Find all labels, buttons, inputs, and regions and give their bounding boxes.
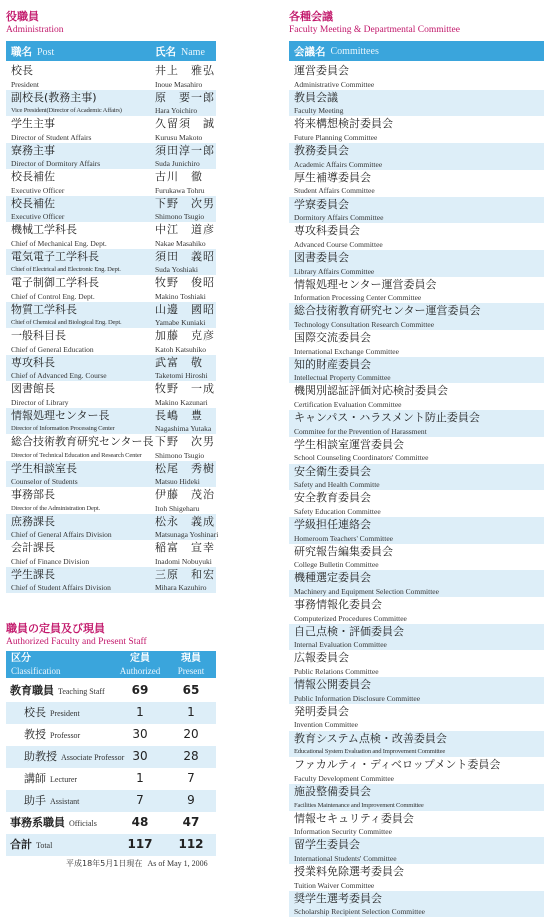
committee-row xyxy=(289,811,544,838)
committee-name-en: Technology Consultation Research Committee xyxy=(294,319,435,329)
classification-jp: 教授 xyxy=(24,728,46,741)
classification-jp: 事務系職員 xyxy=(10,816,65,829)
present-count: 7 xyxy=(187,771,195,785)
admin-row xyxy=(6,328,216,355)
admin-row xyxy=(6,90,216,117)
committee-name: 情報処理センター運営委員会 xyxy=(294,277,437,291)
admin-title: 役職員 xyxy=(6,10,39,23)
person-name: 三原 和宏 xyxy=(155,567,215,581)
committee-name-en: Internal Evaluation Committee xyxy=(294,640,387,650)
post-name-en: Executive Officer xyxy=(11,185,65,195)
post-name-en: Chief of General Education xyxy=(11,344,94,354)
committee-name-en: Safety and Health Committe xyxy=(294,480,380,490)
committee-name: 将来構想検討委員会 xyxy=(294,117,393,131)
post-name-en: Chief of Advanced Eng. Course xyxy=(11,371,107,380)
classification-jp: 校長 xyxy=(24,706,46,719)
committee-row xyxy=(289,864,544,891)
committee-name: 学生相談室運営委員会 xyxy=(294,437,404,451)
staff-classification xyxy=(10,838,52,852)
committee-name-en: International Students' Committee xyxy=(294,853,397,863)
staff-classification xyxy=(24,728,80,742)
committee-name-en: Library Affairs Committee xyxy=(294,266,375,276)
committee-name-en: College Bulletin Committee xyxy=(294,560,379,570)
classification-en: Assistant xyxy=(50,797,80,806)
person-name-en: Hara Yoichiro xyxy=(155,106,198,115)
committee-name: 教育システム点検・改善委員会 xyxy=(294,731,447,745)
committee-row xyxy=(289,517,544,544)
admin-row xyxy=(6,249,216,276)
committee-name: キャンパス・ハラスメント防止委員会 xyxy=(294,411,480,425)
person-name-en: Makino Kazunari xyxy=(155,397,208,407)
staff-row xyxy=(6,702,216,724)
staff-row xyxy=(6,768,216,790)
authorized-count: 1 xyxy=(136,705,144,719)
post-name: 図書館長 xyxy=(11,382,55,395)
post-name: 情報処理センター長 xyxy=(11,408,110,422)
committee-name-en: Public Information Disclosure Committee xyxy=(294,693,421,703)
admin-row xyxy=(6,461,216,488)
committee-row xyxy=(289,837,544,864)
post-header-en: Post xyxy=(37,46,55,58)
committee-name: 情報公開委員会 xyxy=(294,678,371,692)
post-name-en: Chief of Mechanical Eng. Dept. xyxy=(11,238,107,248)
committee-name: ファカルティ・ディベロップメント委員会 xyxy=(294,758,501,772)
committee-name-en: Commitee for the Prevention of Harassment xyxy=(294,426,427,436)
post-name: 校長 xyxy=(11,64,33,77)
post-name: 副校長(教務主事) xyxy=(11,90,97,104)
post-name: 会計課長 xyxy=(11,541,55,554)
person-name-en: Furukawa Tohru xyxy=(155,185,205,195)
committee-row xyxy=(289,383,544,410)
authorized-count: 1 xyxy=(136,771,144,785)
post-name: 総合技術教育研究センター長 xyxy=(11,435,154,448)
person-name-en: Shimono Tsugio xyxy=(155,450,205,460)
committee-name-en: Safety Education Committee xyxy=(294,506,381,516)
present-count: 112 xyxy=(178,837,204,851)
authorized-count: 30 xyxy=(132,727,148,741)
admin-row xyxy=(6,514,219,541)
committee-row xyxy=(289,490,544,517)
admin-row xyxy=(6,487,216,514)
committee-name-en: Faculty Development Committee xyxy=(294,773,394,783)
present-header-en: Present xyxy=(177,666,205,676)
name-header-en: Name xyxy=(181,46,205,58)
staff-classification xyxy=(10,816,97,830)
committee-name-en: Facilities Maintenance and Improvement Committee xyxy=(294,801,424,809)
committee-name: 事務情報化委員会 xyxy=(294,598,382,611)
post-name-en: Chief of Electrical and Electronic Eng. Dept. xyxy=(11,266,121,273)
committee-name: 広報委員会 xyxy=(294,651,349,665)
staff-classification xyxy=(24,794,79,808)
committee-row xyxy=(289,570,544,597)
post-name-en: Chief of Student Affairs Division xyxy=(11,583,111,592)
admin-row xyxy=(6,567,216,594)
person-name-en: Makino Toshiaki xyxy=(155,291,206,301)
admin-header xyxy=(6,41,216,61)
committee-name-en: Dormitory Affairs Committee xyxy=(294,213,384,223)
committee-name: 研究報告編集委員会 xyxy=(294,544,393,558)
committee-row xyxy=(289,677,544,704)
authorized-count: 30 xyxy=(132,749,148,763)
person-name: 松尾 秀樹 xyxy=(155,461,215,475)
admin-row xyxy=(6,63,216,90)
staff-row xyxy=(6,834,216,856)
post-name: 学生主事 xyxy=(11,117,55,130)
classification-en: Officials xyxy=(69,819,97,828)
admin-row xyxy=(6,143,216,170)
committee-name-en: Information Processing Center Committee xyxy=(294,293,422,303)
person-name: 牧野 一成 xyxy=(155,382,215,395)
person-name: 古川 徹 xyxy=(155,170,203,183)
committee-name: 図書委員会 xyxy=(294,250,349,264)
staff-classification xyxy=(24,750,124,764)
admin-row xyxy=(6,381,216,408)
committee-row xyxy=(289,410,544,437)
staff-row xyxy=(6,746,216,768)
committee-name: 総合技術教育研究センター運営委員会 xyxy=(294,304,481,318)
admin-row xyxy=(6,540,216,567)
committee-name-en: Student Affairs Committee xyxy=(294,186,375,196)
committee-name: 知的財産委員会 xyxy=(294,357,371,371)
committee-name-en: Future Planning Committee xyxy=(294,133,378,143)
committee-name: 教員会議 xyxy=(294,90,338,104)
classification-en: Teaching Staff xyxy=(58,687,105,696)
person-name: 中江 道彦 xyxy=(155,223,215,236)
person-name: 伊藤 茂治 xyxy=(155,488,215,501)
staff-subtitle: Authorized Faculty and Present Staff xyxy=(6,637,147,647)
committee-name-en: Faculty Meeting xyxy=(294,106,344,116)
classification-jp: 講師 xyxy=(24,772,46,785)
classification-en: President xyxy=(50,709,80,718)
post-name-en: Chief of Control Eng. Dept. xyxy=(11,291,95,301)
person-name: 武富 敬 xyxy=(155,355,203,369)
person-name-en: Suda Yoshiaki xyxy=(155,265,198,274)
person-name: 須田 義昭 xyxy=(155,249,215,263)
staff-row xyxy=(6,724,216,746)
staff-row xyxy=(6,790,216,812)
person-name: 牧野 俊昭 xyxy=(155,276,215,289)
committee-row xyxy=(289,624,544,651)
present-count: 47 xyxy=(182,815,200,829)
present-count: 65 xyxy=(182,683,200,697)
admin-row xyxy=(6,434,216,461)
committee-row xyxy=(289,116,544,143)
committee-name: 授業料免除選考委員会 xyxy=(294,865,404,878)
committees-subtitle: Faculty Meeting & Departmental Committee xyxy=(289,25,460,35)
authorized-header: 定員 xyxy=(130,653,150,664)
committee-name: 学寮委員会 xyxy=(294,197,349,211)
committee-row xyxy=(289,757,544,784)
person-name-en: Mihara Kazuhiro xyxy=(155,583,207,592)
admin-row xyxy=(6,222,216,249)
committee-name-en: Invention Committee xyxy=(294,720,358,730)
person-name: 松永 義成 xyxy=(155,514,215,528)
admin-row xyxy=(6,355,216,382)
authorized-count: 69 xyxy=(131,683,149,697)
present-count: 20 xyxy=(183,727,199,741)
person-name: 久留須 誠 xyxy=(155,117,215,130)
committee-header-en: Committees xyxy=(330,45,379,57)
class-header: 区分 xyxy=(11,653,31,664)
committee-row xyxy=(289,784,544,811)
person-name-en: Yamabe Kuniaki xyxy=(155,318,206,327)
staff-row xyxy=(6,680,216,702)
post-name-en: Director of the Administration Dept. xyxy=(11,504,100,512)
present-count: 9 xyxy=(187,793,195,807)
committees-header xyxy=(289,41,544,61)
person-name: 加藤 克彦 xyxy=(155,329,215,342)
staff-row xyxy=(6,812,216,834)
person-name-en: Katoh Katsuhiko xyxy=(155,344,207,354)
committee-row xyxy=(289,891,544,918)
classification-jp: 教育職員 xyxy=(10,684,54,697)
committee-row xyxy=(289,357,544,384)
post-name-en: Chief of Chemical and Biological Eng. Dept. xyxy=(11,319,122,326)
admin-subtitle: Administration xyxy=(6,25,64,35)
committee-name: 発明委員会 xyxy=(294,704,349,718)
person-name-en: Taketomi Hiroshi xyxy=(155,371,208,380)
classification-jp: 助手 xyxy=(24,794,46,807)
committee-name: 安全教育委員会 xyxy=(294,491,371,505)
committee-name-en: Computerized Procedures Committee xyxy=(294,613,407,623)
committee-name: 厚生補導委員会 xyxy=(294,170,371,184)
post-name-en: Executive Officer xyxy=(11,212,65,221)
committee-name-en: Public Relations Committee xyxy=(294,667,379,677)
post-header: 職名 xyxy=(11,45,32,58)
committee-name: 国際交流委員会 xyxy=(294,331,371,344)
committees-title: 各種会議 xyxy=(289,10,333,23)
authorized-count: 7 xyxy=(136,793,144,807)
present-count: 28 xyxy=(183,749,199,763)
post-name-en: Chief of Finance Division xyxy=(11,556,90,566)
person-name: 下野 次男 xyxy=(155,196,215,210)
post-name: 物質工学科長 xyxy=(11,302,77,316)
person-name-en: Kurusu Makoto xyxy=(155,132,203,142)
committee-row xyxy=(289,143,544,170)
committee-name: 情報セキュリティ委員会 xyxy=(294,811,414,825)
committee-row xyxy=(289,250,544,277)
present-count: 1 xyxy=(187,705,195,719)
admin-row xyxy=(6,302,216,329)
committee-row xyxy=(289,170,544,197)
committee-row xyxy=(289,223,544,250)
committee-row xyxy=(289,437,544,464)
admin-row xyxy=(6,275,216,302)
person-name-en: Matsuo Hideki xyxy=(155,477,200,486)
committee-name-en: International Exchange Committee xyxy=(294,346,399,356)
person-name: 原 要一郎 xyxy=(155,90,215,104)
authorized-count: 48 xyxy=(131,815,149,829)
post-name: 事務部長 xyxy=(11,488,55,501)
committee-name: 運営委員会 xyxy=(294,64,349,77)
classification-jp: 合計 xyxy=(10,838,32,851)
committee-row xyxy=(289,650,544,677)
staff-header xyxy=(6,651,216,678)
post-name: 電気電子工学科長 xyxy=(11,249,99,263)
committee-name-en: Certification Evaluation Committee xyxy=(294,400,402,410)
person-name-en: Nakae Masahiko xyxy=(155,238,206,248)
committee-row xyxy=(289,330,544,357)
post-name: 電子制御工学科長 xyxy=(11,276,99,289)
committee-name-en: Homeroom Teachers' Committee xyxy=(294,533,393,543)
as-of-note xyxy=(66,859,208,869)
post-name-en: President xyxy=(11,79,39,89)
committee-name-en: Scholarship Recipient Selection Committee xyxy=(294,907,426,917)
committee-name-en: Intellectual Property Committee xyxy=(294,373,391,383)
committee-row xyxy=(289,197,544,224)
post-name: 一般科目長 xyxy=(11,329,66,342)
staff-classification xyxy=(10,684,105,698)
post-name-en: Chief of General Affairs Division xyxy=(11,530,112,539)
post-name-en: Director of Dormitory Affairs xyxy=(11,159,101,168)
admin-row xyxy=(6,169,216,196)
committee-name: 安全衛生委員会 xyxy=(294,464,371,478)
post-name: 寮務主事 xyxy=(11,143,55,157)
committee-row xyxy=(289,597,544,624)
person-name: 山邊 國昭 xyxy=(155,302,215,316)
staff-classification xyxy=(24,706,80,720)
classification-en: Associate Professor xyxy=(61,753,125,762)
person-name: 下野 次男 xyxy=(155,435,215,448)
committee-row xyxy=(289,731,544,758)
post-name: 校長補佐 xyxy=(11,170,55,183)
classification-en: Professor xyxy=(50,731,81,740)
staff-classification xyxy=(24,772,77,786)
person-name-en: Itoh Shigeharu xyxy=(155,503,200,513)
committee-row xyxy=(289,704,544,731)
committee-name: 専攻科委員会 xyxy=(294,224,360,238)
classification-jp: 助教授 xyxy=(24,750,57,763)
committee-row xyxy=(289,63,544,90)
post-name: 専攻科長 xyxy=(11,355,55,369)
committee-row xyxy=(289,303,544,330)
authorized-count: 117 xyxy=(127,837,153,851)
person-name-en: Inadomi Nobuyuki xyxy=(155,556,212,566)
name-header: 氏名 xyxy=(155,45,176,58)
committee-name: 機関別認証評価対応検討委員会 xyxy=(294,384,448,398)
post-name-en: Director of Technical Education and Research Center xyxy=(11,451,142,459)
committee-row xyxy=(289,90,544,117)
committee-name-en: Machinery and Equipment Selection Committee xyxy=(294,586,439,596)
authorized-header-en: Authorized xyxy=(119,666,161,676)
committee-header: 会議名 xyxy=(294,45,326,58)
committee-name: 留学生委員会 xyxy=(294,838,360,852)
committee-name-en: Tuition Waiver Committee xyxy=(294,880,375,890)
committee-row xyxy=(289,277,544,304)
admin-row xyxy=(6,196,216,223)
present-header: 現員 xyxy=(181,653,201,664)
person-name-en: Suda Junichiro xyxy=(155,159,200,168)
committee-row xyxy=(289,464,544,491)
post-name-en: Director of Student Affairs xyxy=(11,132,92,142)
person-name: 稲富 宣幸 xyxy=(155,541,215,554)
staff-title: 職員の定員及び現員 xyxy=(6,622,105,635)
person-name-en: Matsunaga Yoshinari xyxy=(155,530,219,539)
committee-name: 奨学生選考委員会 xyxy=(294,891,382,905)
classification-en: Lecturer xyxy=(50,775,78,784)
person-name: 井上 雅弘 xyxy=(155,64,215,77)
as-of-note-jp: 平成18年5月1日現在 xyxy=(66,859,143,868)
committee-name: 自己点検・評価委員会 xyxy=(294,624,404,638)
committee-name-en: Educational System Evaluation and Improvement Committee xyxy=(294,748,446,756)
committee-name: 施設整備委員会 xyxy=(294,784,371,798)
person-name: 長嶋 豊 xyxy=(155,408,203,422)
committee-name: 機種選定委員会 xyxy=(294,571,371,585)
post-name: 機械工学科長 xyxy=(11,223,77,236)
admin-row xyxy=(6,408,216,435)
post-name-en: Vice President(Director of Academic Affairs) xyxy=(11,107,122,114)
person-name-en: Inoue Masahiro xyxy=(155,79,203,89)
post-name: 学生課長 xyxy=(11,567,55,581)
person-name: 須田淳一郎 xyxy=(155,143,215,157)
post-name: 校長補佐 xyxy=(11,196,55,210)
committee-name-en: Information Security Committee xyxy=(294,827,392,837)
committee-row xyxy=(289,544,544,571)
committee-name: 教務委員会 xyxy=(294,144,349,158)
admin-row xyxy=(6,116,216,143)
post-name-en: Director of Information Processing Center xyxy=(11,425,115,432)
as-of-note-en: As of May 1, 2006 xyxy=(147,859,208,868)
class-header-en: Classification xyxy=(11,666,61,676)
committee-name-en: School Counseling Coordinators' Committee xyxy=(294,453,429,463)
committee-name-en: Academic Affairs Committee xyxy=(294,159,383,169)
committee-name-en: Administrative Committee xyxy=(294,79,375,89)
classification-en: Total xyxy=(36,841,53,850)
committee-name-en: Advanced Course Committee xyxy=(294,239,383,249)
post-name: 学生相談室長 xyxy=(11,461,77,475)
committee-name: 学級担任連絡会 xyxy=(294,517,371,531)
post-name-en: Director of Library xyxy=(11,397,69,407)
person-name-en: Nagashima Yutaka xyxy=(155,424,212,433)
post-name-en: Counselor of Students xyxy=(11,477,78,486)
post-name: 庶務課長 xyxy=(11,514,55,528)
person-name-en: Shimono Tsugio xyxy=(155,212,205,221)
